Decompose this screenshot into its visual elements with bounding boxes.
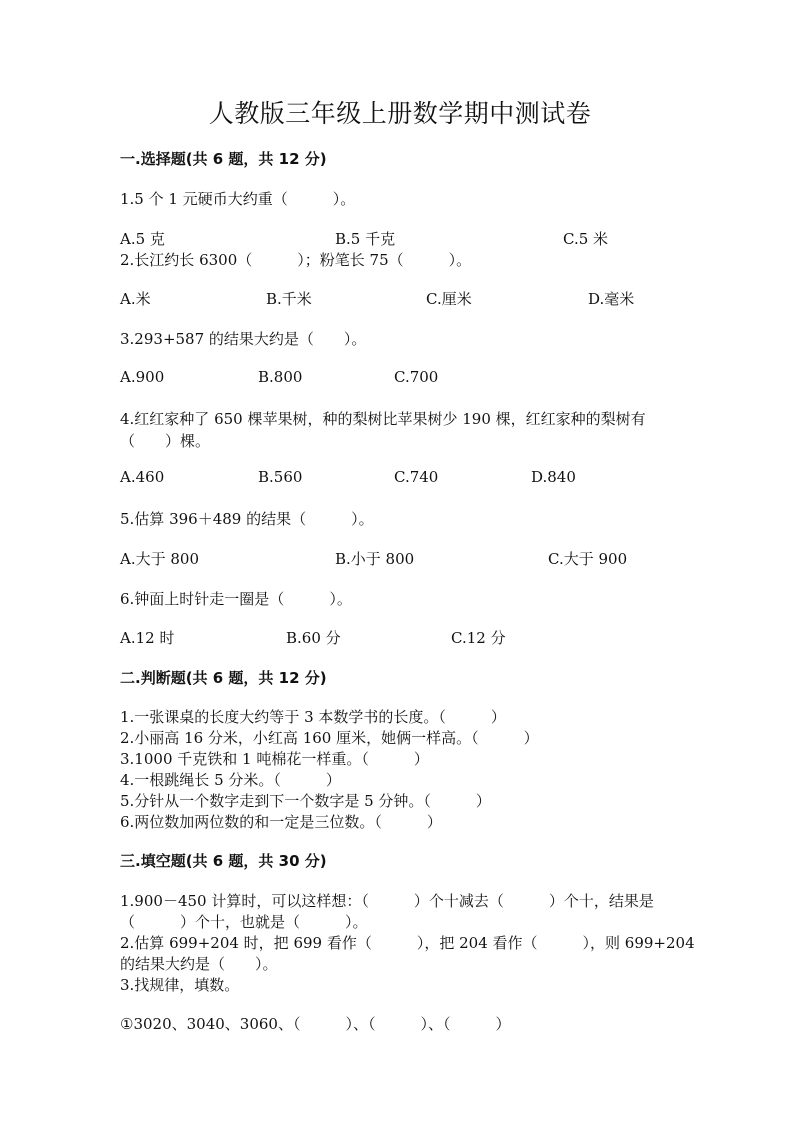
q2-option-d: D.毫米 [588, 290, 635, 308]
q2-option-c: C.厘米 [426, 290, 472, 308]
fill-line-6: ①3020、3040、3060、（ ）、（ ）、（ ） [120, 1015, 511, 1033]
section-heading-choice: 一.选择题(共 6 题，共 12 分) [120, 150, 327, 168]
q4-option-a: A.460 [120, 468, 165, 486]
fill-line-4: 的结果大约是（ ）。 [120, 955, 278, 973]
q2-option-b: B.千米 [266, 290, 312, 308]
q3-option-a: A.900 [120, 368, 165, 386]
fill-line-5: 3.找规律，填数。 [120, 976, 240, 994]
q6-option-a: A.12 时 [120, 629, 175, 647]
q4-option-c: C.740 [394, 468, 439, 486]
q5-option-a: A.大于 800 [120, 550, 199, 568]
fill-line-2: （ ）个十，也就是（ ）。 [120, 913, 368, 931]
question-1-stem: 1.5 个 1 元硬币大约重（ ）。 [120, 190, 356, 208]
judge-item-4: 4.一根跳绳长 5 分米。（ ） [120, 771, 341, 789]
q5-option-b: B.小于 800 [335, 550, 415, 568]
q4-option-d: D.840 [531, 468, 576, 486]
question-3-stem: 3.293+587 的结果大约是（ ）。 [120, 330, 367, 348]
question-5-stem: 5.估算 396＋489 的结果（ ）。 [120, 510, 374, 528]
judge-item-6: 6.两位数加两位数的和一定是三位数。（ ） [120, 813, 442, 831]
fill-line-3: 2.估算 699+204 时，把 699 看作（ ），把 204 看作（ ），则 699+204 [120, 934, 695, 952]
question-4-stem-cont: （ ）棵。 [120, 432, 211, 450]
q1-option-a: A.5 克 [120, 230, 165, 248]
q1-option-b: B.5 千克 [335, 230, 396, 248]
q3-option-b: B.800 [258, 368, 303, 386]
judge-item-1: 1.一张课桌的长度大约等于 3 本数学书的长度。（ ） [120, 708, 506, 726]
judge-item-2: 2.小丽高 16 分米，小红高 160 厘米，她俩一样高。（ ） [120, 729, 539, 747]
q4-option-b: B.560 [258, 468, 303, 486]
question-2-stem: 2.长江约长 6300（ ）；粉笔长 75（ ）。 [120, 251, 472, 269]
q2-option-a: A.米 [120, 290, 151, 308]
q6-option-c: C.12 分 [451, 629, 506, 647]
page-title: 人教版三年级上册数学期中测试卷 [208, 99, 592, 128]
fill-line-1: 1.900－450 计算时，可以这样想：（ ）个十减去（ ）个十，结果是 [120, 892, 654, 910]
q6-option-b: B.60 分 [286, 629, 341, 647]
q3-option-c: C.700 [394, 368, 439, 386]
judge-item-5: 5.分针从一个数字走到下一个数字是 5 分钟。（ ） [120, 792, 491, 810]
section-heading-judge: 二.判断题(共 6 题，共 12 分) [120, 669, 327, 687]
judge-item-3: 3.1000 千克铁和 1 吨棉花一样重。（ ） [120, 750, 429, 768]
question-4-stem: 4.红红家种了 650 棵苹果树，种的梨树比苹果树少 190 棵，红红家种的梨树有 [120, 410, 646, 428]
question-6-stem: 6.钟面上时针走一圈是（ ）。 [120, 590, 352, 608]
q1-option-c: C.5 米 [563, 230, 609, 248]
q5-option-c: C.大于 900 [548, 550, 628, 568]
section-heading-fill: 三.填空题(共 6 题，共 30 分) [120, 852, 327, 870]
